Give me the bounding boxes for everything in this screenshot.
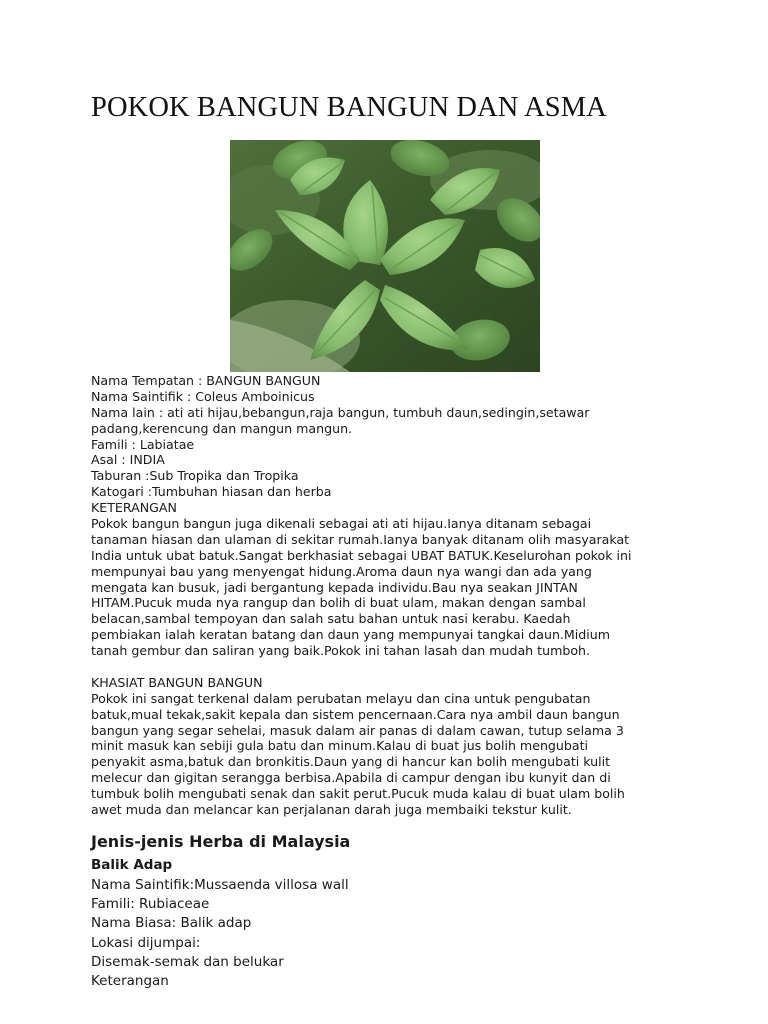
herba-line: Nama Saintifik:Mussaenda villosa wall — [91, 877, 349, 893]
herba-section — [91, 832, 691, 991]
text-line: belacan,sambal tempoyan dan salah satu bahan untuk nasi kerabu. Kaedah — [91, 611, 571, 627]
herba-line: Lokasi dijumpai: — [91, 934, 201, 951]
text-line: batuk,mual tekak,sakit kepala dan sistem pencernaan.Cara nya ambil daun bangun — [91, 706, 620, 722]
text-line: Asal : INDIA — [91, 452, 165, 468]
text-line: Nama Tempatan : BANGUN BANGUN — [91, 373, 321, 388]
text-line: Nama lain : ati ati hijau,bebangun,raja bangun, tumbuh daun,sedingin,setawar — [91, 404, 590, 420]
text-line: Taburan :Sub Tropika dan Tropika — [91, 468, 299, 484]
herba-details — [91, 876, 691, 991]
text-line: Pokok ini sangat terkenal dalam perubatan melayu dan cina untuk pengubatan — [91, 690, 591, 706]
text-line: padang,kerencung dan mangun mangun. — [91, 420, 353, 436]
text-line: awet muda dan melancar kan perjalanan darah juga membaiki tekstur kulit. — [91, 802, 572, 818]
section-label-keterangan: KETERANGAN — [91, 500, 177, 516]
herba-line: Nama Biasa: Balik adap — [91, 915, 252, 932]
plant-photo — [230, 140, 540, 372]
herba-line: Disemak-semak dan belukar — [91, 953, 284, 970]
paragraph-gap — [91, 659, 691, 675]
section-label-khasiat: KHASIAT BANGUN BANGUN — [91, 674, 263, 690]
text-line: minit masuk kan sebiji gula batu dan minum.Kalau di buat jus bolih mengubati — [91, 738, 589, 754]
text-line: tanaman hiasan dan ulaman di sekitar rumah.Ianya banyak ditanam olih masyarakat — [91, 531, 630, 547]
text-line: pembiakan ialah keratan batang dan daun yang mempunyai tangkai daun.Midium — [91, 627, 611, 643]
text-line: Katogari :Tumbuhan hiasan dan herba — [91, 484, 332, 500]
text-line: tanah gembur dan saliran yang baik.Pokok ini tahan lasah dan mudah tumboh. — [91, 643, 591, 659]
text-line: HITAM.Pucuk muda nya rangup dan bolih di buat ulam, makan dengan sambal — [91, 595, 586, 611]
text-line: melecur dan gigitan serangga berbisa.Apabila di campur dengan ibu kunyit dan di — [91, 770, 611, 786]
herba-heading: Jenis-jenis Herba di Malaysia — [91, 832, 351, 851]
text-line: mempunyai bau yang menyengat hidung.Aroma daun nya wangi dan ada yang — [91, 563, 592, 579]
plant-description — [91, 373, 691, 818]
document-title: POKOK BANGUN BANGUN DAN ASMA — [91, 92, 607, 123]
text-line: Pokok bangun bangun juga dikenali sebagai ati ati hijau.Ianya ditanam sebagai — [91, 516, 592, 532]
text-line: penyakit asma,batuk dan bronkitis.Daun yang di hancur kan bolih mengubati kulit — [91, 754, 611, 770]
herba-line: Keterangan — [91, 973, 169, 990]
text-line: Famili : Labiatae — [91, 436, 195, 452]
herba-subheading: Balik Adap — [91, 857, 173, 873]
text-line: Nama Saintifik : Coleus Amboinicus — [91, 388, 315, 404]
text-line: tumbuk bolih mengubati senak dan sakit perut.Pucuk muda kalau di buat ulam bolih — [91, 786, 625, 802]
text-line: bangun yang segar sehelai, masuk dalam air panas di dalam cawan, tutup selama 3 — [91, 722, 624, 738]
text-line: India untuk ubat batuk.Sangat berkhasiat sebagai UBAT BATUK.Keselurohan pokok ini — [91, 547, 632, 563]
herba-line: Famili: Rubiaceae — [91, 896, 210, 913]
text-line: mengata kan busuk, jadi bergantung kepada individu.Bau nya seakan JINTAN — [91, 579, 578, 595]
